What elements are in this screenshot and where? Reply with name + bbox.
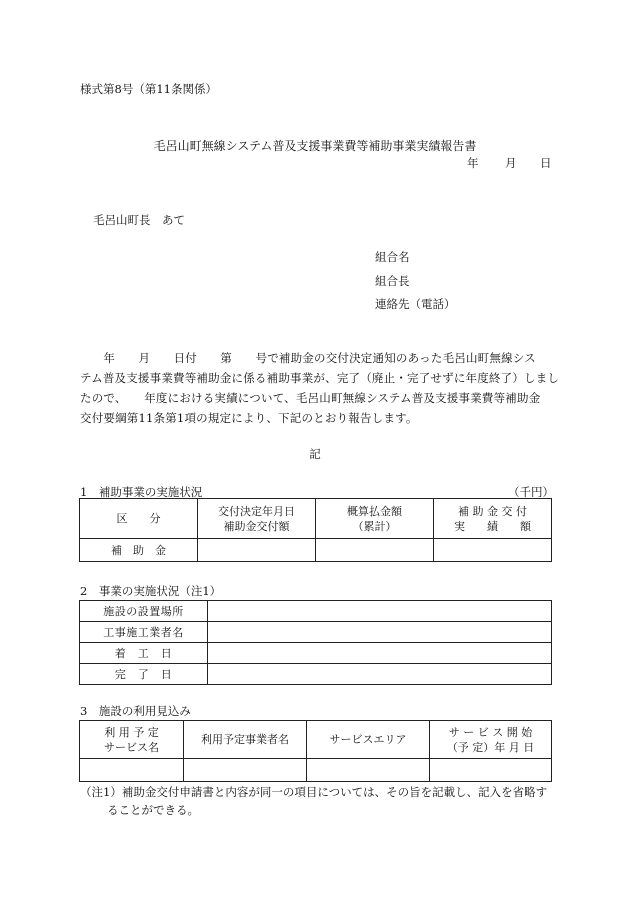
note-line-2: ることができる。 xyxy=(107,803,199,817)
ki-heading: 記 xyxy=(309,447,321,461)
row-label-subsidy: 補 助 金 xyxy=(80,539,198,562)
date-month-label: 月 xyxy=(505,156,517,170)
note-line-1: （注1）補助金交付申請書と内容が同一の項目については、その旨を記載し、記入を省略す xyxy=(80,785,548,799)
report-body xyxy=(80,348,560,428)
header-decision: 交付決定年月日 補助金交付額 xyxy=(198,499,316,539)
body-line-1: 年 月 日付 第 号で補助金の交付決定通知のあった毛呂山町無線シス xyxy=(80,351,536,365)
section2-heading: 2 事業の実施状況（注1） xyxy=(80,584,222,598)
header-service-name: 利 用 予 定 サービス名 xyxy=(80,721,184,759)
body-line-3: たので、 年度における実績について、毛呂山町無線システム普及支援事業費等補助金 xyxy=(80,391,541,405)
section3-heading: 3 施設の利用見込み xyxy=(80,704,191,718)
page-title: 毛呂山町無線システム普及支援事業費等補助事業実績報告書 xyxy=(153,139,477,153)
cell-contractor-value[interactable] xyxy=(208,622,552,643)
cell-service-start-value[interactable] xyxy=(430,759,552,782)
cell-decision-value[interactable] xyxy=(198,539,316,562)
cell-completion-date-value[interactable] xyxy=(208,664,552,685)
section1-table xyxy=(79,498,552,562)
cell-estimate-value[interactable] xyxy=(316,539,434,562)
row-label-completion-date: 完 了 日 xyxy=(80,664,208,685)
header-actual: 補 助 金 交 付 実 績 額 xyxy=(434,499,552,539)
header-category: 区 分 xyxy=(80,499,198,539)
cell-start-date-value[interactable] xyxy=(208,643,552,664)
cell-service-name-value[interactable] xyxy=(80,759,184,782)
header-estimate: 概算払金額 （累計） xyxy=(316,499,434,539)
section1-heading: 1 補助事業の実施状況 xyxy=(80,485,203,499)
header-operator: 利用予定事業者名 xyxy=(184,721,307,759)
row-label-contractor: 工事施工業者名 xyxy=(80,622,208,643)
section2-table xyxy=(79,600,552,685)
section3-table xyxy=(79,720,552,782)
cell-service-area-value[interactable] xyxy=(307,759,430,782)
cell-operator-value[interactable] xyxy=(184,759,307,782)
row-label-location: 施設の設置場所 xyxy=(80,601,208,622)
date-year-label: 年 xyxy=(467,156,479,170)
cell-location-value[interactable] xyxy=(208,601,552,622)
header-service-area: サービスエリア xyxy=(307,721,430,759)
row-label-start-date: 着 工 日 xyxy=(80,643,208,664)
header-service-start: サ ー ビ ス 開 始 （予 定）年 月 日 xyxy=(430,721,552,759)
form-number: 様式第8号（第11条関係） xyxy=(80,82,217,96)
contact-label: 連絡先（電話） xyxy=(375,297,456,311)
body-line-2: テム普及支援事業費等補助金に係る補助事業が、完了（廃止・完了せずに年度終了）しまし xyxy=(80,371,560,385)
cell-actual-value[interactable] xyxy=(434,539,552,562)
body-line-4: 交付要綱第11条第1項の規定により、下記のとおり報告します。 xyxy=(80,411,418,425)
section1-unit: （千円） xyxy=(508,485,554,499)
union-name-label: 組合名 xyxy=(375,250,410,264)
date-day-label: 日 xyxy=(540,156,552,170)
union-head-label: 組合長 xyxy=(375,274,410,288)
addressee: 毛呂山町長 あて xyxy=(93,213,185,227)
